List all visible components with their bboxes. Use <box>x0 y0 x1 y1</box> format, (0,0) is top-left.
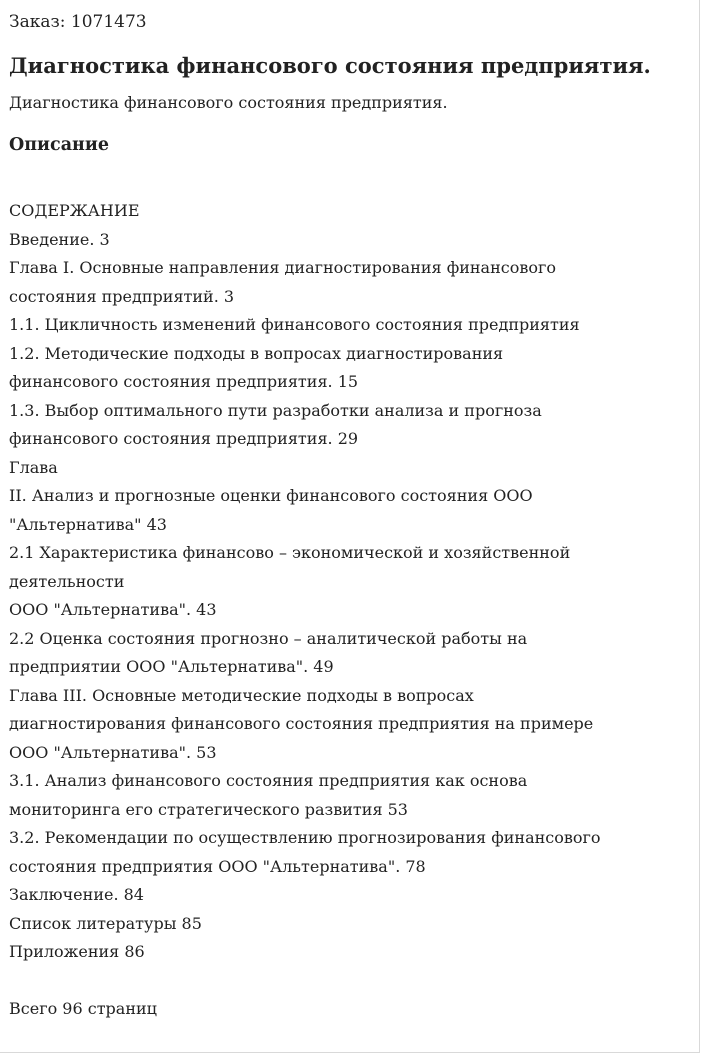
toc-line: мониторинга его стратегического развития 53 <box>9 799 408 819</box>
toc-line: предприятии ООО "Альтернатива". 49 <box>9 657 334 676</box>
toc-line: ООО "Альтернатива". 43 <box>9 600 217 619</box>
toc-line: Приложения 86 <box>9 942 145 961</box>
toc-line: состояния предприятия ООО "Альтернатива". 78 <box>9 856 426 876</box>
toc-line: 1.2. Методические подходы в вопросах диагностирования <box>9 343 504 363</box>
page-subtitle: Диагностика финансового состояния предприятия. <box>9 93 448 112</box>
toc-line: Глава I. Основные направления диагностирования финансового <box>9 258 556 277</box>
table-of-contents <box>9 197 694 1024</box>
toc-line: ООО "Альтернатива". 53 <box>9 742 217 762</box>
toc-line: деятельности <box>9 571 125 591</box>
toc-line: состояния предприятий. 3 <box>9 286 235 306</box>
toc-line: Список литературы 85 <box>9 913 202 933</box>
toc-line: 2.2 Оценка состояния прогнозно – аналитической работы на <box>9 628 528 648</box>
toc-line: Глава <box>9 457 58 477</box>
toc-line: 3.2. Рекомендации по осуществлению прогнозирования финансового <box>9 828 601 847</box>
description-heading: Описание <box>9 135 109 155</box>
toc-line: 3.1. Анализ финансового состояния предприятия как основа <box>9 771 528 790</box>
toc-line: финансового состояния предприятия. 15 <box>9 372 359 391</box>
toc-line: Заключение. 84 <box>9 885 144 904</box>
toc-line: II. Анализ и прогнозные оценки финансового состояния ООО <box>9 486 533 505</box>
total-pages: Всего 96 страниц <box>9 999 157 1018</box>
page-title: Диагностика финансового состояния предприятия. <box>9 53 651 78</box>
toc-line: 2.1 Характеристика финансово – экономической и хозяйственной <box>9 543 571 562</box>
toc-line: "Альтернатива" 43 <box>9 514 167 534</box>
toc-spacer <box>9 967 694 996</box>
order-document <box>9 9 694 1024</box>
toc-line: Введение. 3 <box>9 229 110 249</box>
toc-line: диагностирования финансового состояния предприятия на примере <box>9 714 594 733</box>
order-number: Заказ: 1071473 <box>9 12 147 32</box>
toc-line: 1.1. Цикличность изменений финансового состояния предприятия <box>9 315 580 334</box>
toc-heading: СОДЕРЖАНИЕ <box>9 201 140 220</box>
toc-line: финансового состояния предприятия. 29 <box>9 429 359 448</box>
toc-line: 1.3. Выбор оптимального пути разработки анализа и прогноза <box>9 400 542 420</box>
toc-line: Глава III. Основные методические подходы в вопросах <box>9 685 474 705</box>
